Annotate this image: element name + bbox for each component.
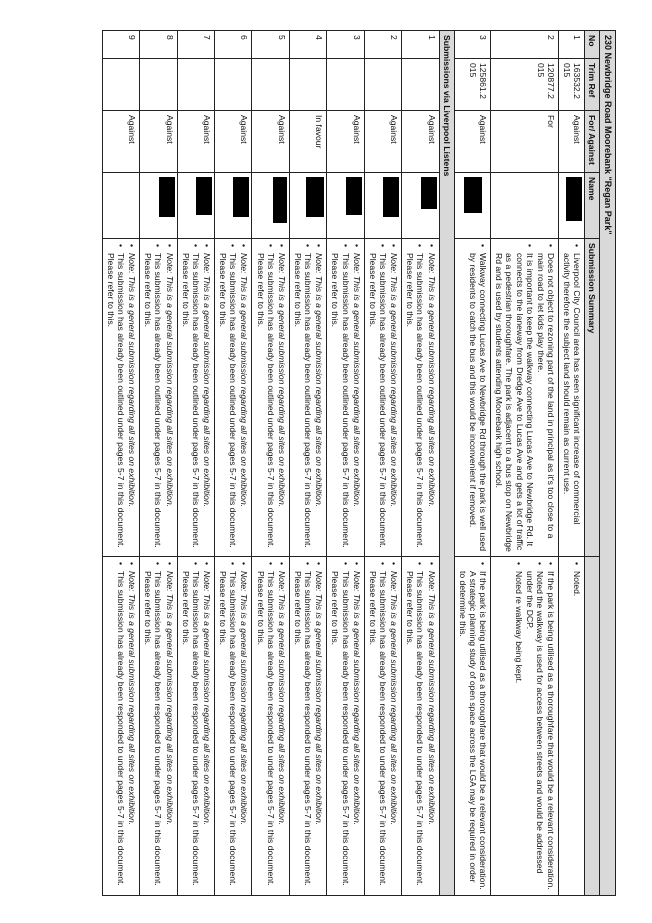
row-summary — [252, 239, 289, 557]
summary-item: • This submission has already been outlined under pages 5-7 in this document. Please refer to this. — [143, 253, 163, 552]
general-note: Note: This is a general submission regarding all sites on exhibition. — [239, 571, 250, 826]
response-item: • Noted the walkway is used for access between streets and would be addressed under the DCP. — [525, 571, 545, 891]
redaction-block — [383, 177, 399, 217]
row-for-against: Against — [102, 111, 139, 173]
row-trim-ref: 125861.2 015 — [454, 59, 490, 111]
submissions-table — [102, 30, 616, 896]
row-no: 3 — [454, 31, 490, 59]
redaction-block — [273, 177, 287, 223]
row-no: 5 — [252, 31, 289, 59]
summary-item: • Does not object to rezoning part of the land in principal as it's too close to a main road to let kids play there. — [536, 253, 556, 552]
row-name — [558, 173, 584, 239]
summary-item: • It is important to keep the walkway connecting Lucas Ave to Newbridge Rd. It connects to the laneway from Dredge Ave to Lucas Ave and gets a lot of traffic as a pedestrian thoroughfare. The park is adjacent to a bus stop on Newbridge Rd and is used by students attending Moorebank high school. — [494, 253, 535, 552]
table-row — [140, 31, 177, 896]
summary-item: • This submission has already been outlined under pages 5-7 in this document. Please refer to this. — [255, 253, 275, 552]
row-no: 8 — [140, 31, 177, 59]
row-no: 1 — [402, 31, 439, 59]
general-note: Note: This is a general submission regarding all sites on exhibition. — [202, 253, 213, 508]
general-note: Note: This is a general submission regarding all sites on exhibition. — [276, 253, 287, 508]
header-no: No — [585, 31, 600, 59]
header-for-against: For/ Against — [585, 111, 600, 173]
row-summary — [289, 239, 326, 557]
row-no: 7 — [177, 31, 214, 59]
row-name — [102, 173, 139, 239]
row-trim-ref: 120877.2 015 — [491, 59, 559, 111]
row-no: 6 — [215, 31, 252, 59]
row-response: • Note: This is a general submission regarding all sites on exhibition. • This submission has already been responded to under pages 5-7 in this document. Please refer to this. — [140, 557, 177, 896]
general-note: Note: This is a general submission regarding all sites on exhibition. — [314, 571, 325, 826]
row-summary — [558, 239, 584, 557]
row-response: • Note: This is a general submission regarding all sites on exhibition. • This submission has already been responded to under pages 5-7 in this document. Please refer to this. — [402, 557, 439, 896]
row-no: 2 — [491, 31, 559, 59]
row-response: • Note: This is a general submission regarding all sites on exhibition. • This submission has already been responded to under pages 5-7 in this document. — [102, 557, 139, 896]
row-response: • Note: This is a general submission regarding all sites on exhibition. • This submission has already been responded to under pages 5-7 in this document. Please refer to this. — [177, 557, 214, 896]
rotated-table-container — [33, 30, 616, 895]
row-response: • Note: This is a general submission regarding all sites on exhibition. • This submission has already been responded to under pages 5-7 in this document. Please refer to this. — [252, 557, 289, 896]
table-row — [102, 31, 139, 896]
general-note: Note: This is a general submission regarding all sites on exhibition. — [127, 253, 138, 508]
summary-item: • This submission has already been outlined under pages 5-7 in this document. Please refer to this. — [405, 253, 425, 552]
summary-item: • This submission has already been outlined under pages 5-7 in this document. Please refer to this. — [218, 253, 238, 552]
general-note: Note: This is a general submission regarding all sites on exhibition. — [127, 571, 138, 826]
row-for-against: Against — [558, 111, 584, 173]
redaction-block — [159, 177, 175, 217]
general-note: Note: This is a general submission regarding all sites on exhibition. — [239, 253, 250, 508]
row-trim-ref: 163532.2 015 — [558, 59, 584, 111]
row-name — [140, 173, 177, 239]
summary-item: • Walkway connecting Lucas Ave to Newbridge Rd through the park is well used by residents to catch the bus and this would be inconvenient if removed. — [468, 253, 488, 552]
row-summary — [177, 239, 214, 557]
row-for-against: Against — [454, 111, 490, 173]
general-note: Note: This is a general submission regarding all sites on exhibition. — [389, 253, 400, 508]
row-name — [177, 173, 214, 239]
redaction-block — [464, 177, 482, 213]
row-for-against: For — [491, 111, 559, 173]
row-for-against: Against — [327, 111, 364, 173]
row-for-against: Against — [402, 111, 439, 173]
general-note: Note: This is a general submission regarding all sites on exhibition. — [389, 571, 400, 826]
general-note: Note: This is a general submission regarding all sites on exhibition. — [164, 253, 175, 508]
table-row — [402, 31, 439, 896]
row-name — [252, 173, 289, 239]
row-no: 2 — [364, 31, 401, 59]
general-note: Note: This is a general submission regarding all sites on exhibition. — [314, 253, 325, 508]
general-note: Note: This is a general submission regarding all sites on exhibition. — [351, 571, 362, 826]
response-item: • Noted re walkway being kept. — [513, 571, 523, 891]
row-summary — [364, 239, 401, 557]
summary-item: • This submission has already been outlined under pages 5-7 in this document. Please refer to this. — [330, 253, 350, 552]
row-for-against: Against — [140, 111, 177, 173]
row-response: • Note: This is a general submission regarding all sites on exhibition. • This submission has already been responded to under pages 5-7 in this document. Please refer to this. — [327, 557, 364, 896]
row-response: • Note: This is a general submission regarding all sites on exhibition. • This submission has already been responded to under pages 5-7 in this document. Please refer to this. — [289, 557, 326, 896]
redaction-block — [196, 177, 212, 215]
row-response: • Note: This is a general submission regarding all sites on exhibition. • This submission has already been responded to under pages 5-7 in this document. Please refer to this. — [215, 557, 252, 896]
row-name — [327, 173, 364, 239]
general-note: Note: This is a general submission regarding all sites on exhibition. — [276, 571, 287, 826]
row-name — [402, 173, 439, 239]
response-item: • If the park is being utilised as a thoroughfare that would be a relevant consideration. A strategic planning study of open space across the LGA may be required in order to determine this. — [458, 571, 488, 891]
general-note: Note: This is a general submission regarding all sites on exhibition. — [426, 253, 437, 508]
header-summary: Submission Summary — [585, 239, 600, 557]
header-trim-ref: Trim Ref — [585, 59, 600, 111]
row-response — [558, 557, 584, 896]
row-no: 9 — [102, 31, 139, 59]
redaction-block — [306, 177, 324, 217]
row-name — [215, 173, 252, 239]
row-no: 1 — [558, 31, 584, 59]
row-name — [454, 173, 490, 239]
redaction-block — [566, 177, 582, 221]
redaction-block — [233, 177, 249, 217]
header-name: Name — [585, 173, 600, 239]
row-name — [364, 173, 401, 239]
row-response — [491, 557, 559, 896]
row-summary — [454, 239, 490, 557]
row-name — [491, 173, 559, 239]
summary-item: • This submission has already been outlined under pages 5-7 in this document. Please refer to this. — [181, 253, 201, 552]
row-no: 3 — [327, 31, 364, 59]
row-for-against: Against — [215, 111, 252, 173]
row-no: 4 — [289, 31, 326, 59]
row-summary — [140, 239, 177, 557]
row-for-against: Against — [364, 111, 401, 173]
summary-item: • Liverpool City Council area has seen significant increase of commercial activity therefore the subject land should remain as current use. — [562, 253, 582, 552]
row-summary — [402, 239, 439, 557]
row-summary — [491, 239, 559, 557]
general-note: Note: This is a general submission regarding all sites on exhibition. — [164, 571, 175, 826]
row-name — [289, 173, 326, 239]
response-item: • If the park is being utilised as a thoroughfare that would be a relevant consideration. — [546, 571, 556, 891]
response-item: • Noted. — [572, 571, 582, 891]
redaction-block — [421, 177, 437, 209]
table-row — [491, 31, 559, 896]
table-row — [177, 31, 214, 896]
general-note: Note: This is a general submission regarding all sites on exhibition. — [426, 571, 437, 826]
table-row — [364, 31, 401, 896]
row-for-against: Against — [252, 111, 289, 173]
redaction-block — [346, 177, 362, 215]
table-row — [289, 31, 326, 896]
summary-item: • This submission has already been outlined under pages 5-7 in this document. Please refer to this. — [368, 253, 388, 552]
row-summary — [215, 239, 252, 557]
row-for-against: In favour — [289, 111, 326, 173]
table-row — [327, 31, 364, 896]
row-summary — [102, 239, 139, 557]
table-row — [215, 31, 252, 896]
row-response: • Note: This is a general submission regarding all sites on exhibition. • This submission has already been responded to under pages 5-7 in this document. Please refer to this. — [364, 557, 401, 896]
section-header: Submissions via Liverpool Listens — [439, 31, 454, 896]
row-for-against: Against — [177, 111, 214, 173]
row-response — [454, 557, 490, 896]
table-row — [454, 31, 490, 896]
summary-item: • This submission has already been outlined under pages 5-7 in this document. Please refer to this. — [293, 253, 313, 552]
row-summary — [327, 239, 364, 557]
table-row — [558, 31, 584, 896]
general-note: Note: This is a general submission regarding all sites on exhibition. — [202, 571, 213, 826]
header-response — [585, 557, 600, 896]
table-row — [252, 31, 289, 896]
general-note: Note: This is a general submission regarding all sites on exhibition. — [351, 253, 362, 508]
table-title: 230 Newbridge Road Moorebank "Regan Park" — [600, 31, 616, 896]
summary-item: • This submission has already been outlined under pages 5-7 in this document. Please refer to this. — [106, 253, 126, 552]
